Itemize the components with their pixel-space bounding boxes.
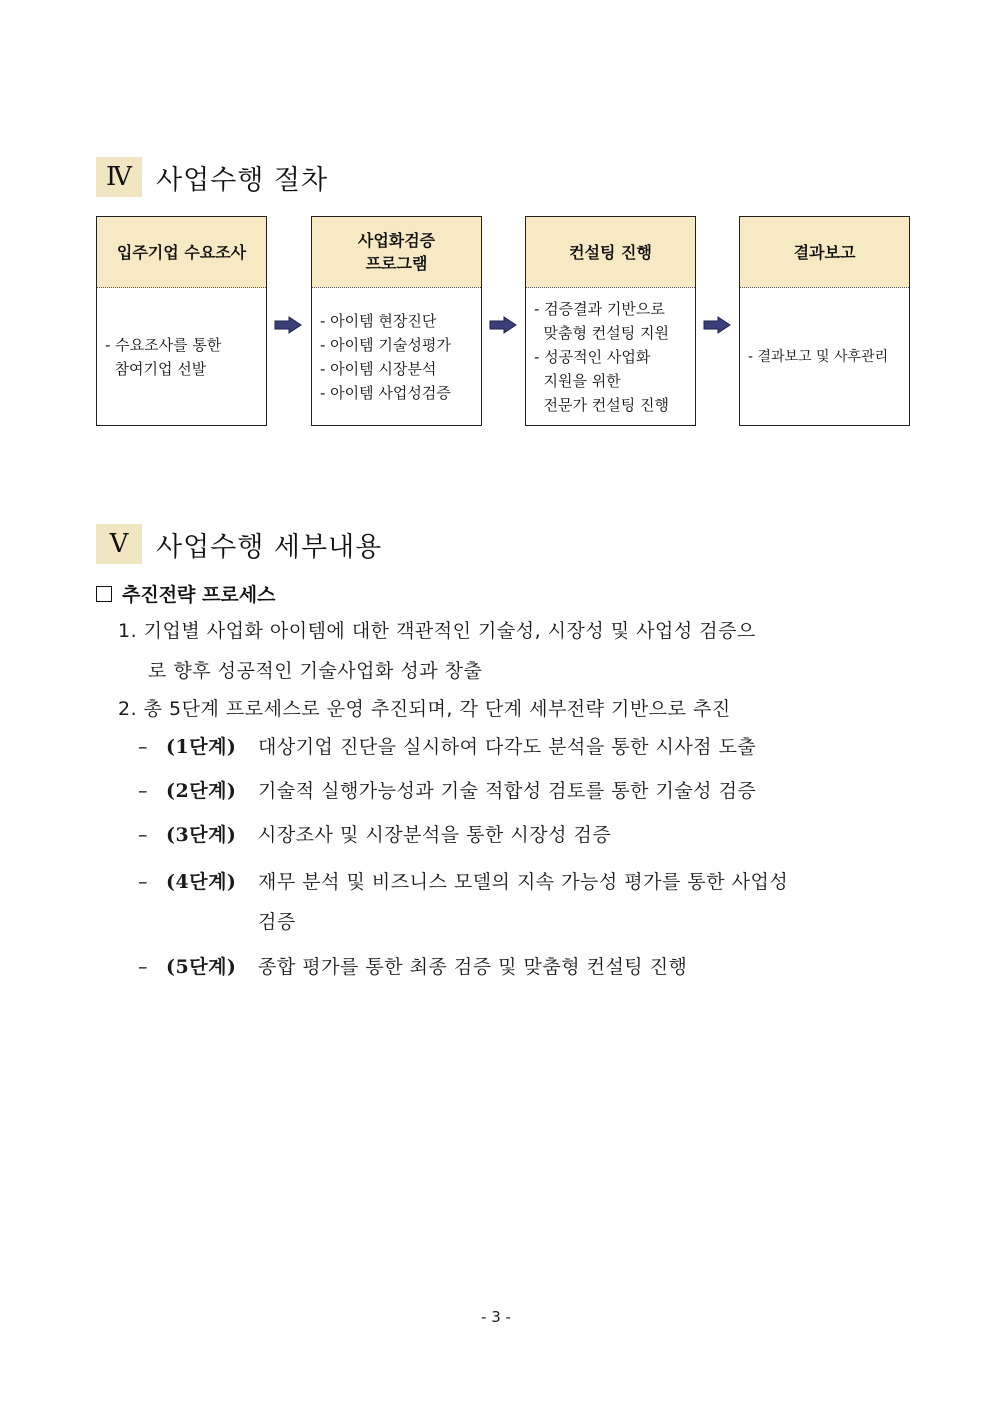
process-item: - 결과보고 및 사후관리 xyxy=(748,348,889,365)
point-2-line: 2. 총 5단계 프로세스로 운영 추진되며, 각 단계 세부전략 기반으로 추진 xyxy=(118,698,731,720)
subheading-text: 추진전략 프로세스 xyxy=(122,584,276,606)
section-title-text: 사업수행 세부내용 xyxy=(156,531,383,563)
stage-text: 시장조사 및 시장분석을 통한 시장성 검증 xyxy=(258,824,612,846)
process-item: 전문가 컨설팅 진행 xyxy=(534,395,669,414)
process-item: - 검증결과 기반으로 xyxy=(534,299,665,318)
process-box-4 xyxy=(739,216,910,426)
section-number: Ⅳ xyxy=(96,157,142,197)
process-box-body xyxy=(526,288,695,425)
process-box-heading: 결과보고 xyxy=(740,217,909,288)
process-item: 참여기업 선발 xyxy=(105,359,207,378)
stage-label: (1단계) xyxy=(166,736,237,758)
point-1 xyxy=(118,611,756,691)
page-number: - 3 - xyxy=(481,1308,511,1326)
point-1-line: 로 향후 성공적인 기술사업화 성과 창출 xyxy=(148,660,483,682)
stage-4 xyxy=(138,862,788,942)
section-title-text: 사업수행 절차 xyxy=(156,164,329,196)
stage-text: 대상기업 진단을 실시하여 다각도 분석을 통한 시사점 도출 xyxy=(258,736,757,758)
process-box-2 xyxy=(311,216,482,426)
stage-dash: – xyxy=(138,871,148,893)
process-item: - 아이템 사업성검증 xyxy=(320,383,451,402)
stage-label: (4단계) xyxy=(166,871,237,893)
stage-text: 종합 평가를 통한 최종 검증 및 맞춤형 컨설팅 진행 xyxy=(258,956,688,978)
process-box-1 xyxy=(96,216,267,426)
point-2 xyxy=(118,689,731,729)
process-box-3 xyxy=(525,216,696,426)
process-box-body xyxy=(312,288,481,425)
stage-1 xyxy=(138,727,756,767)
section-5-title xyxy=(96,524,382,564)
arrow-right-icon xyxy=(489,316,517,334)
process-box-body xyxy=(97,288,266,425)
section-4-title xyxy=(96,157,328,197)
process-box-body xyxy=(740,288,909,425)
stage-dash: – xyxy=(138,780,148,802)
arrow-right-icon xyxy=(274,316,302,334)
stage-text: 기술적 실행가능성과 기술 적합성 검토를 통한 기술성 검증 xyxy=(258,780,757,802)
stage-5 xyxy=(138,947,687,987)
stage-3 xyxy=(138,815,611,855)
subheading xyxy=(96,580,275,607)
process-item: 지원을 위한 xyxy=(534,371,621,390)
section-number: Ⅴ xyxy=(96,524,142,564)
checkbox-icon xyxy=(96,586,112,602)
stage-label: (5단계) xyxy=(166,956,237,978)
arrow-right-icon xyxy=(703,316,731,334)
stage-label: (3단계) xyxy=(166,824,237,846)
stage-label: (2단계) xyxy=(166,780,237,802)
point-1-line: 1. 기업별 사업화 아이템에 대한 객관적인 기술성, 시장성 및 사업성 검증으 xyxy=(118,620,756,642)
process-box-heading: 컨설팅 진행 xyxy=(526,217,695,288)
process-item: - 아이템 기술성평가 xyxy=(320,335,451,354)
process-item: - 수요조사를 통한 xyxy=(105,335,222,354)
stage-dash: – xyxy=(138,736,148,758)
process-item: - 아이템 시장분석 xyxy=(320,359,437,378)
process-item: - 아이템 현장진단 xyxy=(320,311,437,330)
process-box-heading: 입주기업 수요조사 xyxy=(97,217,266,288)
stage-dash: – xyxy=(138,956,148,978)
stage-dash: – xyxy=(138,824,148,846)
stage-text-continued: 검증 xyxy=(258,911,296,933)
stage-2 xyxy=(138,771,756,811)
process-box-heading: 사업화검증 프로그램 xyxy=(312,217,481,288)
stage-text: 재무 분석 및 비즈니스 모델의 지속 가능성 평가를 통한 사업성 xyxy=(258,871,789,893)
process-item: - 성공적인 사업화 xyxy=(534,347,651,366)
process-item: 맞춤형 컨설팅 지원 xyxy=(534,323,669,342)
